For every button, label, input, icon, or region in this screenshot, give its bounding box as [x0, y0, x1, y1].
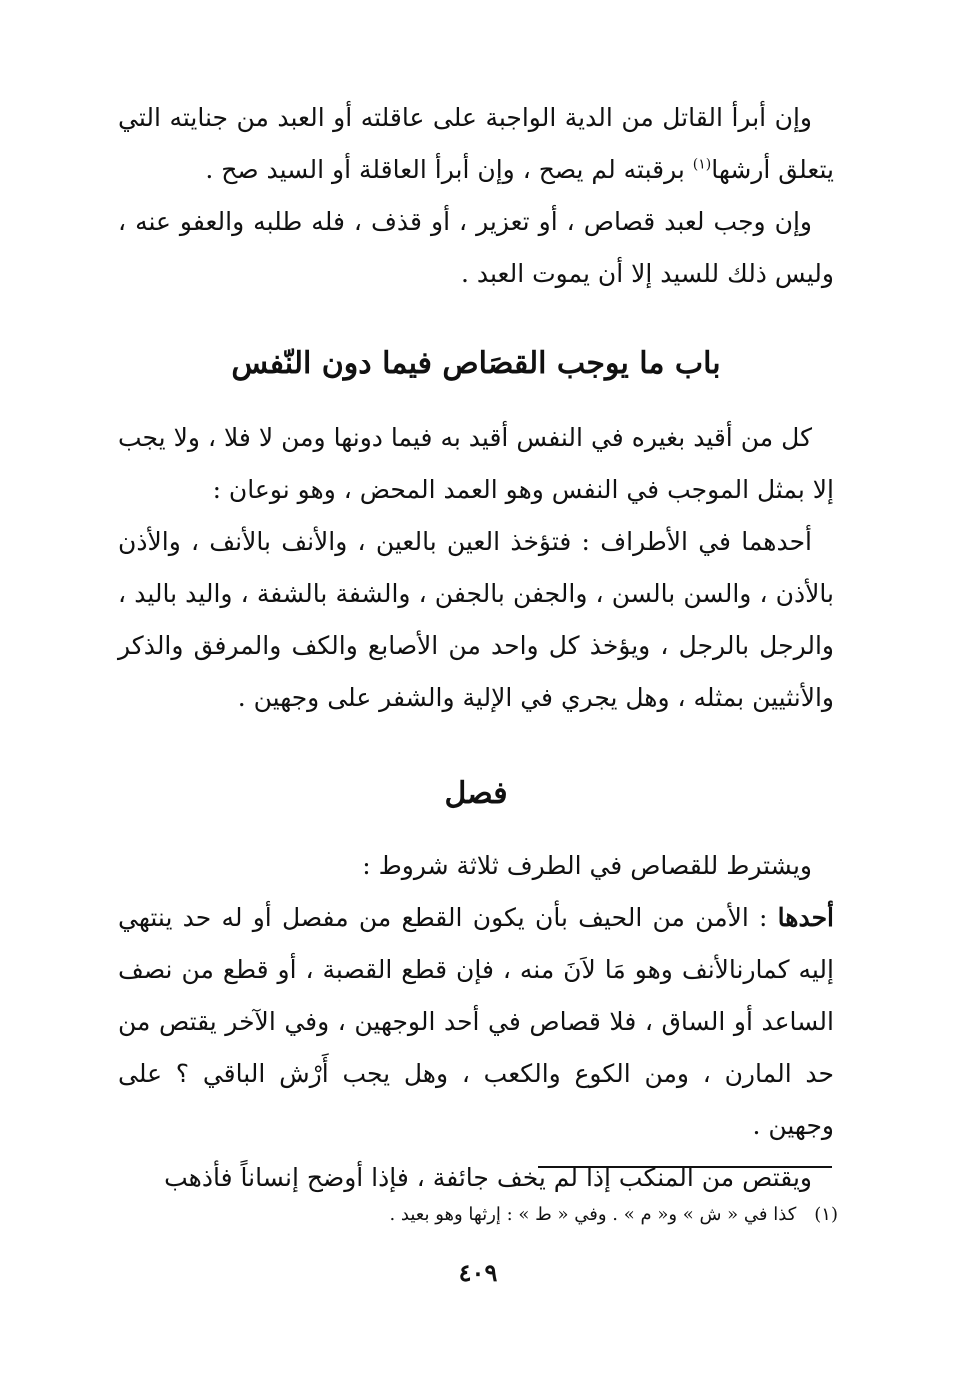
footnote-text: كذا في « ش » و« م » . وفي « ط » : إرثها وهو بعيد .: [389, 1204, 797, 1225]
section-heading: فصل: [444, 776, 508, 811]
page-number: ٤٠٩: [458, 1258, 498, 1287]
paragraph-retaliation-below-life: كل من أقيد بغيره في النفس أقيد به فيما دونها ومن لا فلا ، ولا يجب إلا بمثل الموجب في النفس وهو العمد المحض ، وهو نوعان :: [118, 423, 834, 504]
footnote: [122, 1200, 838, 1230]
footnote-divider: [538, 1166, 832, 1168]
condition-lead: أحدها: [777, 903, 834, 932]
paragraph-limbs: أحدهما في الأطراف : فتؤخذ العين بالعين ، والأنف بالأنف ، والأذن بالأذن ، والسن بالسن ، والجفن بالجفن ، والشفة بالشفة ، واليد باليد ، والرجل بالرجل ، ويؤخذ كل واحد من الأصابع والكف والمرفق والذكر والأنثيين بمثله ، وهل يجري في الإلية والشفر على وجهين .: [118, 527, 834, 712]
paragraph-text: وإن أبرأ القاتل من الدية الواجبة على عاقلته أو العبد من جنايته التي يتعلق أرشها: [118, 103, 834, 184]
page-body: [118, 92, 834, 1204]
paragraph-shoulder: ويقتص من المنكب إذا لم يخف جائفة ، فإذا أوضح إنساناً فأذهب: [164, 1163, 812, 1192]
chapter-heading: باب ما يوجب القصَاص فيما دون النّفس: [231, 346, 721, 381]
footnote-number: (١): [814, 1204, 838, 1225]
footnote-reference[interactable]: (١): [692, 156, 712, 173]
paragraph-text: : الأمن من الحيف بأن يكون القطع من مفصل أو له حد ينتهي إليه كمارنالأنف وهو مَا لاَنَ منه ، فإن قطع القصبة ، أو قطع من نصف الساعد أو الساق ، فلا قصاص في أحد الوجهين ، وفي الآخر يقتص من حد المارن ، ومن الكوع والكعب ، وهل يجب أَرْش الباقي ؟ على وجهين .: [118, 903, 834, 1140]
paragraph-first-condition: [118, 892, 834, 1152]
paragraph-slave-retaliation: وإن وجب لعبد قصاص ، أو تعزير ، أو قذف ، فله طلبه والعفو عنه ، وليس ذلك للسيد إلا أن يموت العبد .: [118, 207, 834, 288]
paragraph-conditions: ويشترط للقصاص في الطرف ثلاثة شروط :: [362, 851, 812, 880]
paragraph-release-blood-money: [118, 92, 834, 196]
paragraph-text-tail: برقبته لم يصح ، وإن أبرأ العاقلة أو السيد صح .: [205, 155, 693, 184]
